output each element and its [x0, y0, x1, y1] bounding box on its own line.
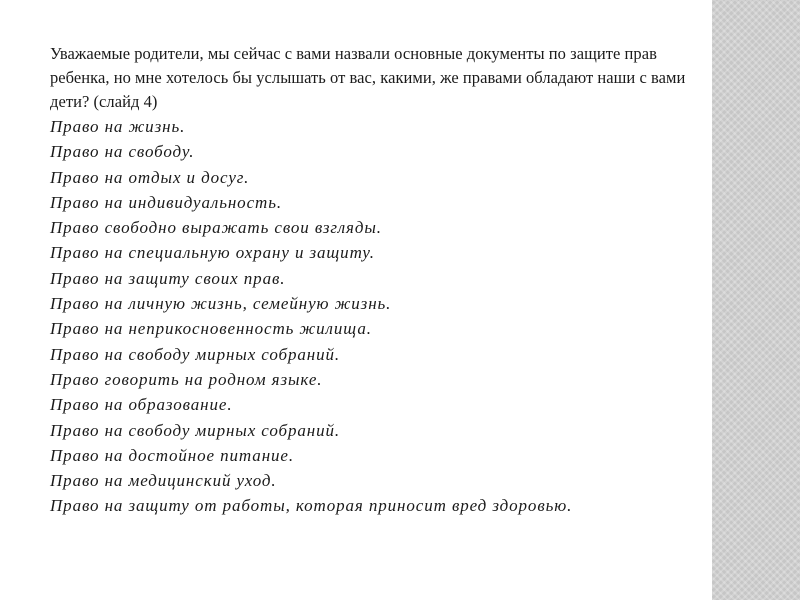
rights-list-item: Право говорить на родном языке.: [50, 369, 323, 389]
rights-list-item: Право на специальную охрану и защиту.: [50, 243, 375, 263]
slide-content: [50, 42, 700, 519]
rights-list-item: Право на неприкосновенность жилища.: [50, 319, 372, 339]
rights-list-item: Право на отдых и досуг.: [50, 167, 250, 187]
rights-list-item: Право на индивидуальность.: [50, 192, 282, 212]
rights-list-item: Право на свободу мирных собраний.: [50, 344, 341, 364]
rights-list-item: Право на жизнь.: [50, 117, 186, 136]
rights-list-item: Право на медицинский уход.: [50, 471, 277, 491]
rights-list-item: Право на защиту от работы, которая приносит вред здоровью.: [50, 496, 573, 516]
intro-paragraph: Уважаемые родители, мы сейчас с вами назвали основные документы по защите прав ребенка, но мне хотелось бы услышать от вас, какими, же правами обладают наши с вами дети? (слайд 4): [50, 44, 686, 111]
rights-list-item: Право на образование.: [50, 395, 233, 415]
rights-list-item: Право на защиту своих прав.: [50, 268, 286, 288]
rights-list-item: Право на свободу.: [50, 142, 195, 162]
rights-list-item: Право на свободу мирных собраний.: [50, 420, 341, 440]
rights-list: [50, 114, 700, 519]
rights-list-item: Право на достойное питание.: [50, 445, 295, 465]
rights-list-item: Право свободно выражать свои взгляды.: [50, 218, 382, 238]
decorative-side-stripe: [712, 0, 800, 600]
rights-list-item: Право на личную жизнь, семейную жизнь.: [50, 294, 392, 314]
